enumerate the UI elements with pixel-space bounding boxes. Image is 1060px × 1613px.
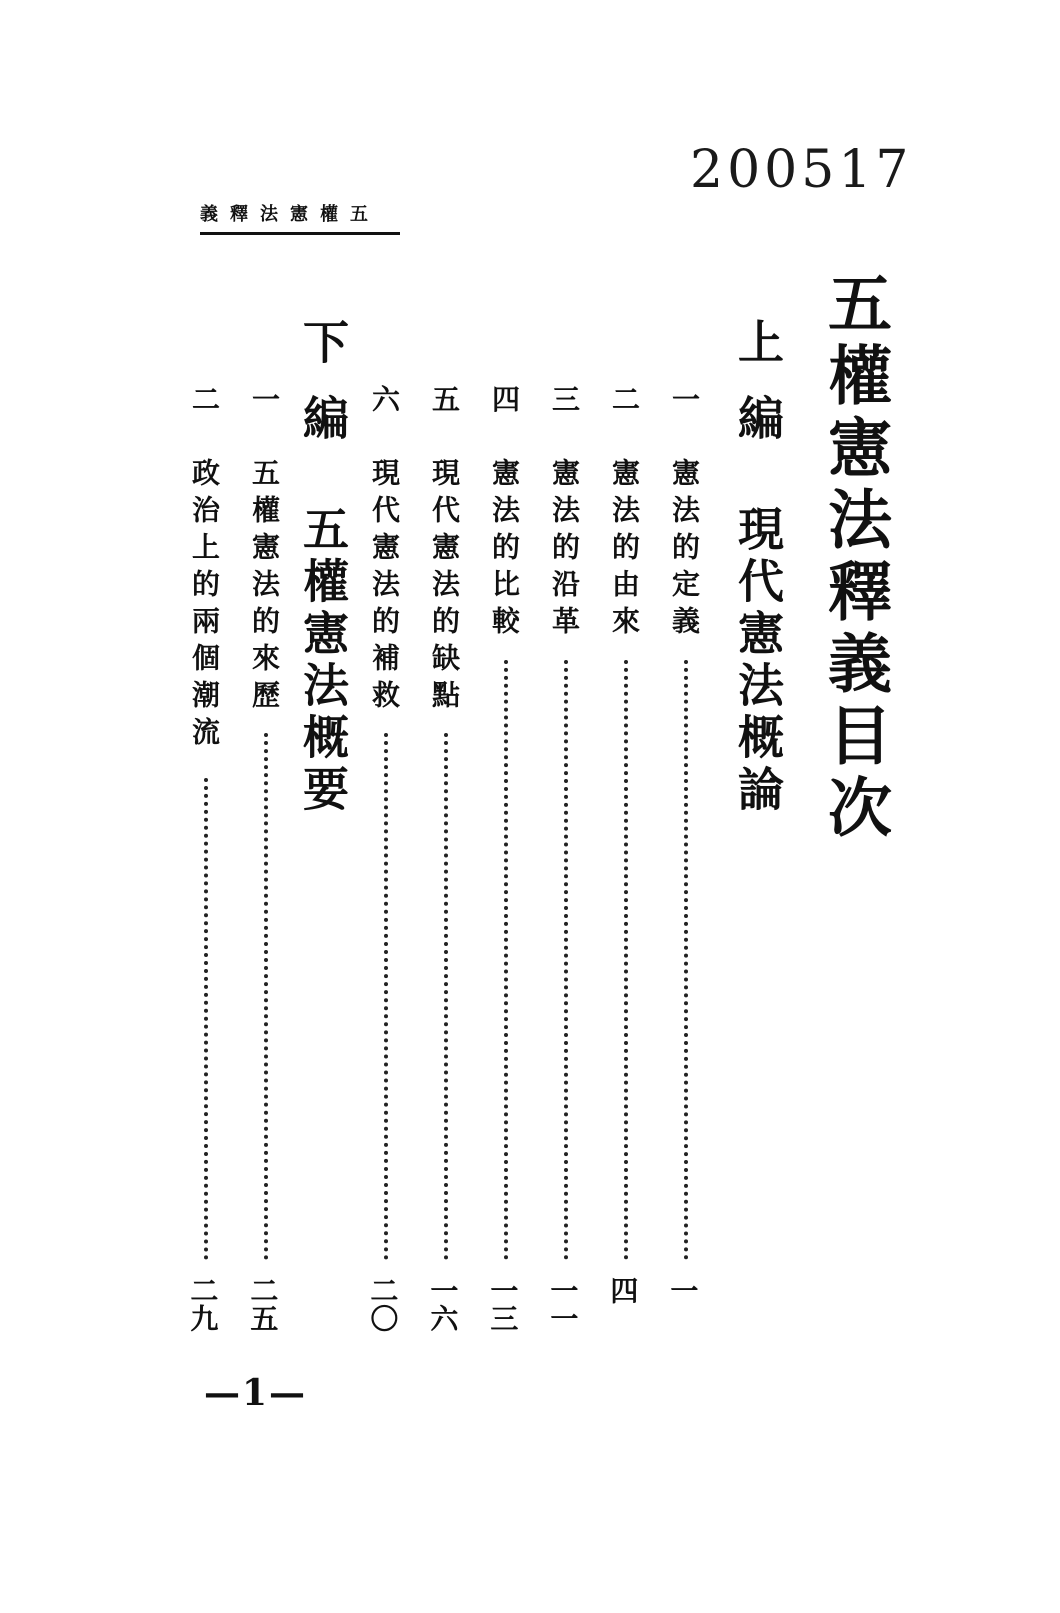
toc-entry[interactable] — [184, 378, 228, 1338]
part-one-title: 現代憲法概論 — [731, 505, 785, 817]
leader-dots — [504, 660, 508, 1260]
leader-dots — [444, 733, 448, 1260]
toc-entry[interactable] — [484, 378, 528, 1338]
leader-dots — [384, 733, 388, 1260]
running-header-rule — [200, 232, 400, 235]
entry-page: 一三 — [486, 1276, 520, 1332]
leader-dots — [564, 660, 568, 1260]
part-one-label: 上編 — [731, 318, 785, 470]
entry-title: 現代憲法的缺點 — [428, 458, 461, 717]
toc-entry[interactable] — [364, 378, 408, 1338]
entry-title: 五權憲法的來歷 — [248, 458, 281, 717]
part-two-label: 下編 — [296, 318, 350, 470]
entry-number: 五 — [431, 383, 460, 416]
entry-title: 政治上的兩個潮流 — [188, 458, 221, 754]
leader-dots — [684, 660, 688, 1260]
toc-entry[interactable] — [544, 378, 588, 1338]
entry-title: 憲法的由來 — [608, 458, 641, 643]
entry-title: 憲法的定義 — [668, 458, 701, 643]
toc-entry[interactable] — [664, 378, 708, 1338]
entry-number: 一 — [251, 383, 280, 416]
entry-page: 一六 — [426, 1276, 460, 1332]
entry-title: 憲法的沿革 — [548, 458, 581, 643]
entry-page: 二〇 — [366, 1276, 400, 1332]
entry-page: 二五 — [246, 1276, 280, 1332]
part-two-title: 五權憲法概要 — [296, 505, 350, 817]
entry-number: 六 — [371, 383, 400, 416]
catalog-number: 200517 — [690, 140, 913, 200]
entry-page: 一 — [666, 1276, 700, 1304]
entry-number: 二 — [611, 383, 640, 416]
main-title: 五權憲法釋義目次 — [817, 270, 892, 846]
leader-dots — [264, 733, 268, 1260]
entry-number: 二 — [191, 383, 220, 416]
entry-page: 一一 — [546, 1276, 580, 1332]
entry-page: 二九 — [186, 1276, 220, 1332]
entry-page: 四 — [606, 1276, 640, 1304]
entry-number: 四 — [491, 383, 520, 416]
toc-entry[interactable] — [604, 378, 648, 1338]
leader-dots — [204, 778, 208, 1260]
toc-entry[interactable] — [424, 378, 468, 1338]
entry-title: 憲法的比較 — [488, 458, 521, 643]
leader-dots — [624, 660, 628, 1260]
running-header: 五權憲法釋義 — [200, 204, 380, 225]
entry-number: 一 — [671, 383, 700, 416]
entry-title: 現代憲法的補救 — [368, 458, 401, 717]
entry-number: 三 — [551, 383, 580, 416]
toc-entry[interactable] — [244, 378, 288, 1338]
page-number: —1— — [204, 1372, 308, 1414]
